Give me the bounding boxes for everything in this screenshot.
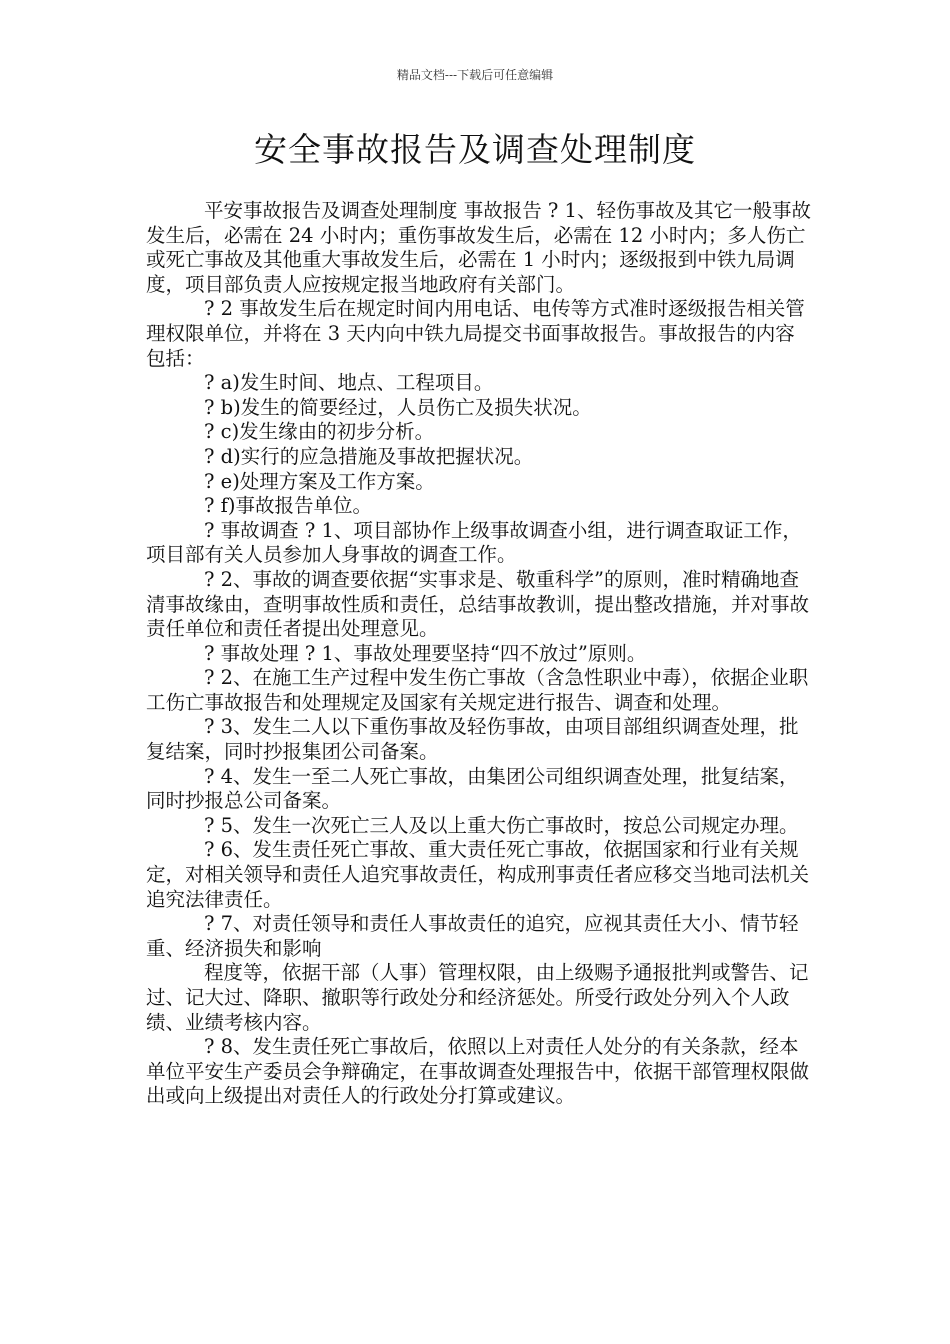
page-header-note: 精品文档---下载后可任意编辑 bbox=[396, 68, 554, 82]
paragraph-reporting-intro: 平安事故报告及调查处理制度 事故报告 ? 1、轻伤事故及其它一般事故发生后，必需在 24 小时内；重伤事故发生后，必需在 12 小时内；多人伤亡或死亡事故及其他重大事故发生后，必需在 1 小时内；逐级报到中铁九局调度，项目部负责人应按规定报当地政府有关部门。 bbox=[146, 199, 811, 296]
list-item-f: ? f)事故报告单位。 bbox=[204, 494, 372, 518]
list-item-c: ? c)发生缘由的初步分析。 bbox=[204, 420, 435, 444]
document-title: 安全事故报告及调查处理制度 bbox=[254, 130, 696, 169]
list-item-d: ? d)实行的应急措施及事故把握状况。 bbox=[204, 444, 534, 468]
paragraph-investigation-1: ? 事故调查 ? 1、项目部协作上级事故调查小组，进行调查取证工作，项目部有关人员参加人身事故的调查工作。 bbox=[146, 518, 802, 567]
paragraph-handling-5: ? 5、发生一次死亡三人及以上重大伤亡事故时，按总公司规定办理。 bbox=[204, 813, 799, 837]
list-item-b: ? b)发生的简要经过，人员伤亡及损失状况。 bbox=[204, 395, 592, 419]
paragraph-investigation-2: ? 2、事故的调查要依据“实事求是、敬重科学”的原则，准时精确地查清事故缘由，查明事故性质和责任，总结事故教训，提出整改措施，并对事故责任单位和责任者提出处理意见。 bbox=[146, 567, 810, 641]
paragraph-handling-8: ? 8、发生责任死亡事故后，依照以上对责任人处分的有关条款，经本单位平安生产委员会争辩确定，在事故调查处理报告中，依据干部管理权限做出或向上级提出对责任人的行政处分打算或建议。 bbox=[146, 1035, 810, 1108]
paragraph-reporting-2: ? 2 事故发生后在规定时间内用电话、电传等方式准时逐级报告相关管理权限单位，并将在 3 天内向中铁九局提交书面事故报告。事故报告的内容包括： bbox=[146, 297, 805, 370]
paragraph-handling-2: ? 2、在施工生产过程中发生伤亡事故（含急性职业中毒），依据企业职工伤亡事故报告和处理规定及国家有关规定进行报告、调查和处理。 bbox=[146, 666, 809, 714]
paragraph-handling-1: ? 事故处理 ? 1、事故处理要坚持“四不放过”原则。 bbox=[204, 641, 647, 665]
paragraph-handling-7: ? 7、对责任领导和责任人事故责任的追究，应视其责任大小、情节轻重、经济损失和影响 bbox=[146, 912, 799, 960]
list-item-e: ? e)处理方案及工作方案。 bbox=[204, 469, 435, 493]
paragraph-handling-3: ? 3、发生二人以下重伤事故及轻伤事故，由项目部组织调查处理，批复结案，同时抄报集团公司备案。 bbox=[146, 715, 799, 764]
paragraph-handling-4: ? 4、发生一至二人死亡事故，由集团公司组织调查处理，批复结案，同时抄报总公司备案。 bbox=[146, 764, 799, 813]
list-item-a: ? a)发生时间、地点、工程项目。 bbox=[204, 371, 494, 395]
document-body bbox=[146, 199, 814, 1109]
paragraph-handling-6: ? 6、发生责任死亡事故、重大责任死亡事故，依据国家和行业有关规定，对相关领导和责任人追究事故责任，构成刑事责任者应移交当地司法机关追究法律责任。 bbox=[146, 838, 810, 911]
paragraph-handling-7-continued: 程度等，依据干部（人事）管理权限，由上级赐予通报批判或警告、记过、记大过、降职、撤职等行政处分和经济惩处。所受行政处分列入个人政绩、业绩考核内容。 bbox=[146, 961, 809, 1034]
